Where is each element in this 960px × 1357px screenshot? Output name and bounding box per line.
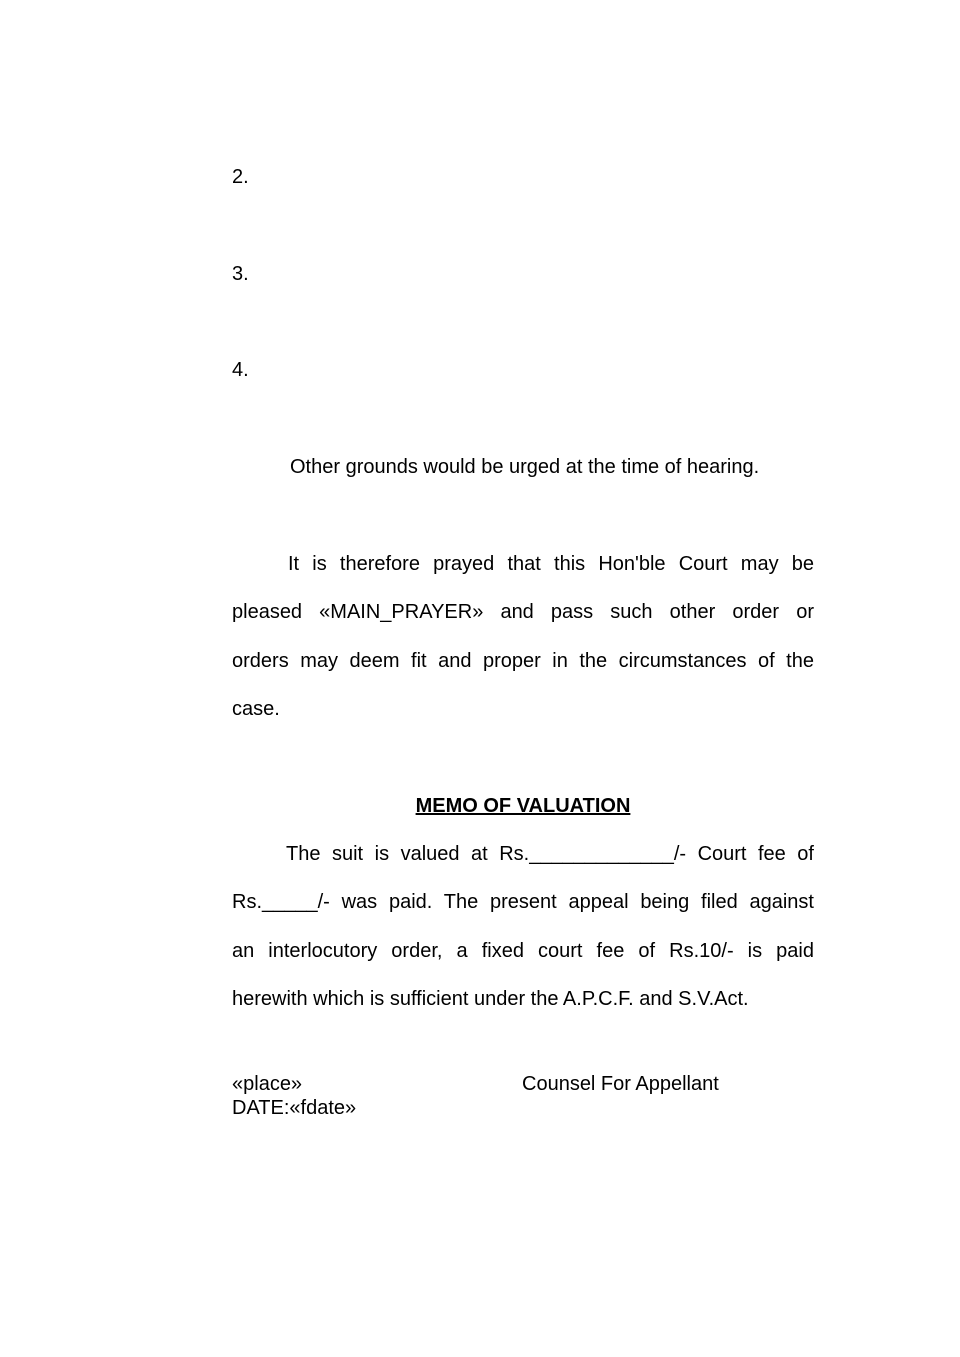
signatory-label: Counsel For Appellant [522,1073,719,1095]
memo-line-3: an interlocutory order, a fixed court fee of Rs.10/- is paid [232,940,814,962]
memo-line-4: herewith which is sufficient under the A.P.C.F. and S.V.Act. [232,988,749,1010]
memo-heading: MEMO OF VALUATION [415,795,631,817]
place-field: «place» [232,1073,303,1095]
prayer-line-1: It is therefore prayed that this Hon'ble Court may be [288,553,814,575]
memo-line-1: The suit is valued at Rs._____________/- Court fee of [286,843,814,865]
prayer-line-4: case. [232,698,280,720]
date-field: DATE:«fdate» [232,1097,357,1119]
memo-line-2: Rs._____/- was paid. The present appeal being filed against [232,891,814,913]
ground-number-4: 4. [232,359,249,381]
ground-number-2: 2. [232,166,249,188]
prayer-line-2: pleased «MAIN_PRAYER» and pass such other order or [232,601,814,623]
other-grounds-text: Other grounds would be urged at the time of hearing. [290,456,760,478]
ground-number-3: 3. [232,263,249,285]
prayer-line-3: orders may deem fit and proper in the circumstances of the [232,650,814,672]
